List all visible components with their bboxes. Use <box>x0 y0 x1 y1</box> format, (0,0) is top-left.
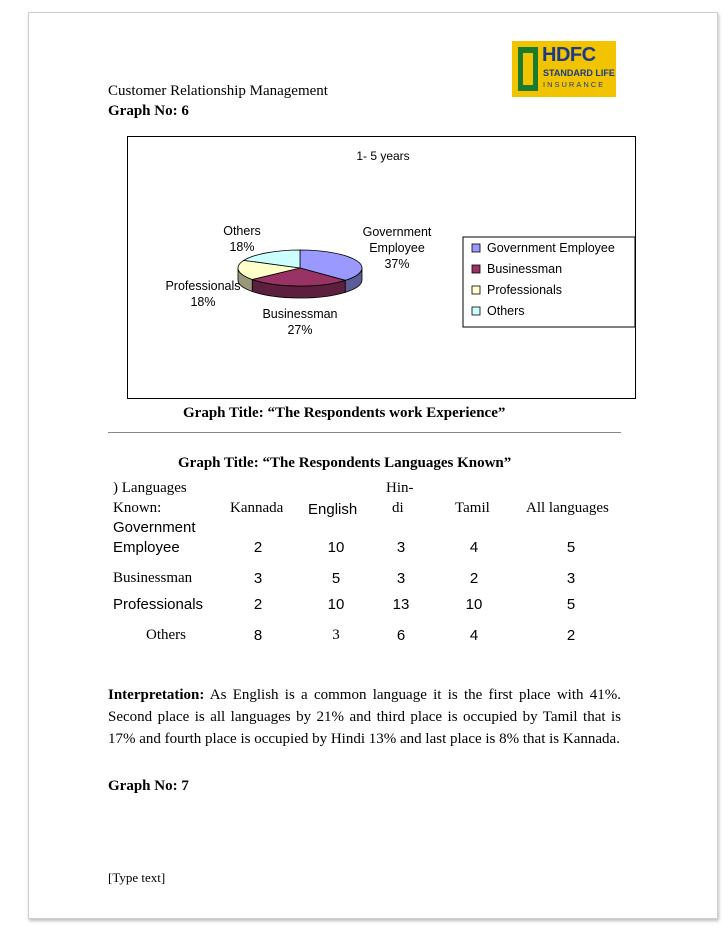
cell-tamil: 4 <box>469 539 479 556</box>
document-title: Customer Relationship Management <box>108 83 328 99</box>
cell-hindi: 13 <box>392 596 410 613</box>
languages-caption: Graph Title: “The Respondents Languages Known” <box>178 455 512 471</box>
interpretation-paragraph <box>108 684 621 750</box>
cell-tamil: 2 <box>469 570 479 587</box>
cell-english: 3 <box>332 627 340 643</box>
footer-placeholder: [Type text] <box>108 870 166 885</box>
legend-swatch <box>472 286 480 294</box>
interpretation-label: Interpretation: <box>108 687 205 703</box>
pie-slice-label: 37% <box>384 257 410 271</box>
pie-slice-label: Others <box>223 224 261 238</box>
cell-all: 3 <box>566 570 576 587</box>
pie-slice-label: 18% <box>229 240 255 254</box>
logo-mark-icon <box>518 47 538 91</box>
legend-label: Businessman <box>487 262 563 276</box>
logo-subtitle-2: INSURANCE <box>543 80 606 89</box>
logo-wordmark: HDFC <box>542 44 596 66</box>
cell-all: 2 <box>566 627 576 644</box>
graph-number: Graph No: 6 <box>108 103 189 119</box>
pie-slice-label: Professionals <box>165 279 241 293</box>
legend-swatch <box>472 307 480 315</box>
cell-hindi: 6 <box>396 627 406 644</box>
pie-slice-label: 18% <box>190 295 216 309</box>
cell-kannada: 2 <box>253 596 263 613</box>
row-label: Others <box>146 627 186 643</box>
hdfc-logo <box>512 41 616 97</box>
legend-label: Government Employee <box>487 241 615 255</box>
cell-all: 5 <box>566 539 576 556</box>
logo-subtitle: STANDARD LIFE <box>543 68 615 78</box>
cell-kannada: 2 <box>253 539 263 556</box>
table-header-hindi-line1: Hin- <box>386 480 414 496</box>
interpretation-text: As English is a common language it is the first place with 41%. Second place is all languages by 21% and third place is occupied by Tamil that is 17% and fourth place is occupied by Hindi 13% and last place is 8% that is Kannada. <box>108 687 621 747</box>
divider <box>108 432 621 433</box>
chart-title: 1- 5 years <box>356 149 410 163</box>
row-label: Employee <box>113 539 180 556</box>
table-header-hindi-line2: di <box>392 500 404 516</box>
table-header-kannada: Kannada <box>230 500 284 516</box>
pie-slice-label: 27% <box>287 323 313 337</box>
table-header-known-line2: Known: <box>113 500 162 516</box>
table-header-english: English <box>308 501 358 518</box>
table-header-tamil: Tamil <box>455 500 490 516</box>
table-header-known-line1: ) Languages <box>113 480 187 496</box>
row-label: Businessman <box>113 570 193 586</box>
legend-label: Others <box>487 304 525 318</box>
pie-chart-svg <box>128 137 637 400</box>
row-label: Government <box>113 519 196 536</box>
cell-english: 10 <box>327 596 345 613</box>
cell-tamil: 10 <box>465 596 483 613</box>
pie-slice-label: Employee <box>369 241 425 255</box>
cell-english: 5 <box>331 570 341 587</box>
pie-chart <box>127 136 636 399</box>
pie-slice-label: Businessman <box>262 307 338 321</box>
chart-legend <box>463 237 635 327</box>
cell-kannada: 8 <box>253 627 263 644</box>
table-header-all: All languages <box>526 500 609 516</box>
cell-kannada: 3 <box>253 570 263 587</box>
cell-hindi: 3 <box>396 539 406 556</box>
pie-slice-label: Government <box>362 225 432 239</box>
next-graph-number: Graph No: 7 <box>108 778 189 794</box>
row-label: Professionals <box>113 596 204 613</box>
cell-english: 10 <box>327 539 345 556</box>
legend-label: Professionals <box>487 283 563 297</box>
legend-swatch <box>472 265 480 273</box>
legend-swatch <box>472 244 480 252</box>
work-experience-caption: Graph Title: “The Respondents work Experience” <box>183 405 506 421</box>
cell-tamil: 4 <box>469 627 479 644</box>
cell-all: 5 <box>566 596 576 613</box>
cell-hindi: 3 <box>396 570 406 587</box>
